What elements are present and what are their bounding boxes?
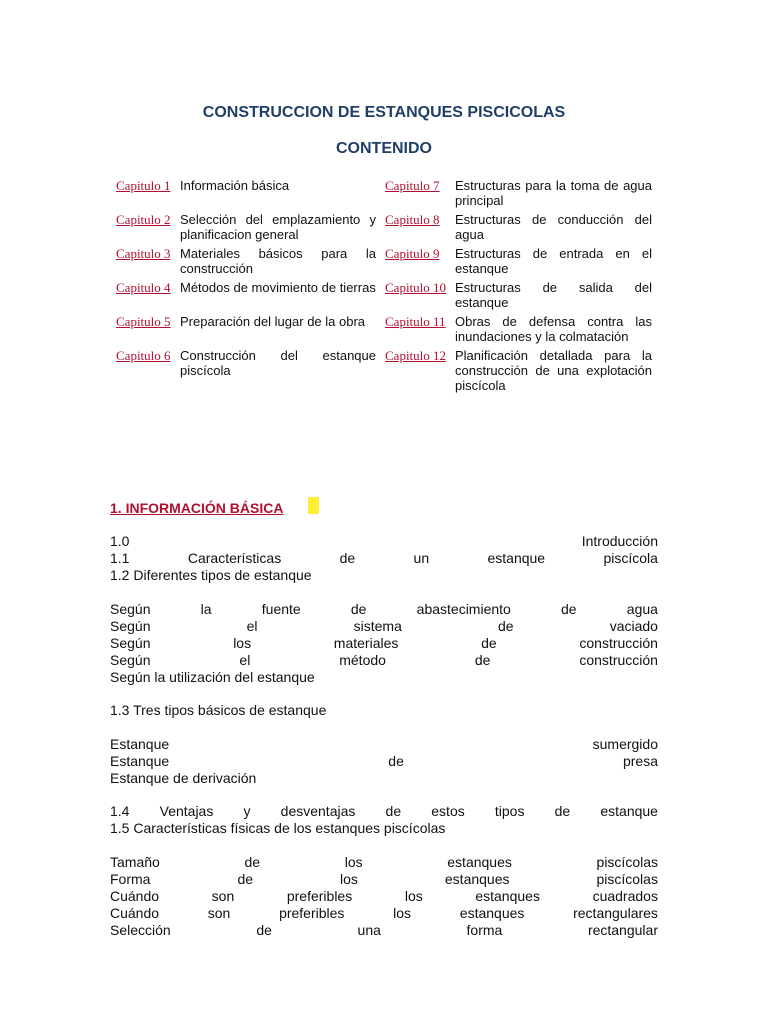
outline-line: Según el sistema de vaciado <box>110 618 658 634</box>
chapter-link[interactable]: Capitulo 7 <box>385 178 440 193</box>
outline-line: Cuándo son preferibles los estanques cuadrados <box>110 888 658 904</box>
outline-line: 1.4 Ventajas y desventajas de estos tipos de estanque <box>110 803 658 819</box>
chapter-link[interactable]: Capitulo 8 <box>385 212 440 227</box>
outline-line: Estanque sumergido <box>110 736 658 752</box>
outline-line: Estanque de derivación <box>110 770 257 786</box>
outline-block-4 <box>110 736 658 787</box>
outline-block-1 <box>110 533 658 584</box>
outline-line: 1.2 Diferentes tipos de estanque <box>110 567 312 583</box>
outline-line: Estanque de presa <box>110 753 658 769</box>
outline-line: 1.3 Tres tipos básicos de estanque <box>110 702 327 718</box>
chapter-description: Planificación detallada para la construcción de una explotación piscícola <box>455 348 652 393</box>
chapter-description: Estructuras de entrada en el estanque <box>455 246 652 276</box>
chapter-description: Estructuras para la toma de agua principal <box>455 178 652 208</box>
outline-block-3 <box>110 702 658 719</box>
chapter-link[interactable]: Capitulo 10 <box>385 280 447 295</box>
chapter-link[interactable]: Capitulo 3 <box>116 246 171 261</box>
outline-line: Según la utilización del estanque <box>110 669 315 685</box>
chapter-link[interactable]: Capitulo 6 <box>116 348 171 363</box>
outline-line: 1.1 Características de un estanque piscícola <box>110 550 658 566</box>
outline-line: Según la fuente de abastecimiento de agua <box>110 601 658 617</box>
chapter-link[interactable]: Capitulo 4 <box>116 280 171 295</box>
outline-block-6 <box>110 854 658 939</box>
chapter-description: Selección del emplazamiento y planificacion general <box>180 212 376 242</box>
section-heading-link[interactable]: 1. INFORMACIÓN BÁSICA <box>110 500 284 516</box>
document-title: CONSTRUCCION DE ESTANQUES PISCICOLAS <box>202 104 566 121</box>
chapter-description: Preparación del lugar de la obra <box>180 314 366 329</box>
outline-line: Según los materiales de construcción <box>110 635 658 651</box>
outline-line: 1.5 Características físicas de los estanques piscícolas <box>110 820 446 836</box>
outline-line: Cuándo son preferibles los estanques rectangulares <box>110 905 658 921</box>
outline-block-5 <box>110 803 658 837</box>
chapter-description: Materiales básicos para la construcción <box>180 246 376 276</box>
chapter-link[interactable]: Capitulo 5 <box>116 314 171 329</box>
chapter-link[interactable]: Capitulo 12 <box>385 348 447 363</box>
chapter-description: Construcción del estanque piscícola <box>180 348 376 378</box>
chapter-link[interactable]: Capitulo 2 <box>116 212 171 227</box>
chapter-description: Métodos de movimiento de tierras <box>180 280 376 295</box>
chapter-description: Información básica <box>180 178 290 193</box>
outline-line: Tamaño de los estanques piscícolas <box>110 854 658 870</box>
chapter-link[interactable]: Capitulo 1 <box>116 178 171 193</box>
outline-block-2 <box>110 601 658 686</box>
chapter-link[interactable]: Capitulo 9 <box>385 246 440 261</box>
highlight-marker <box>308 497 319 514</box>
outline-line: Según el método de construcción <box>110 652 658 668</box>
chapter-link[interactable]: Capitulo 11 <box>385 314 446 329</box>
outline-line: Selección de una forma rectangular <box>110 922 658 938</box>
contents-heading: CONTENIDO <box>336 140 432 157</box>
outline-line: Forma de los estanques piscícolas <box>110 871 658 887</box>
chapter-description: Obras de defensa contra las inundaciones y la colmatación <box>455 314 652 344</box>
chapter-description: Estructuras de conducción del agua <box>455 212 652 242</box>
outline-line: 1.0 Introducción <box>110 533 658 549</box>
chapter-description: Estructuras de salida del estanque <box>455 280 652 310</box>
